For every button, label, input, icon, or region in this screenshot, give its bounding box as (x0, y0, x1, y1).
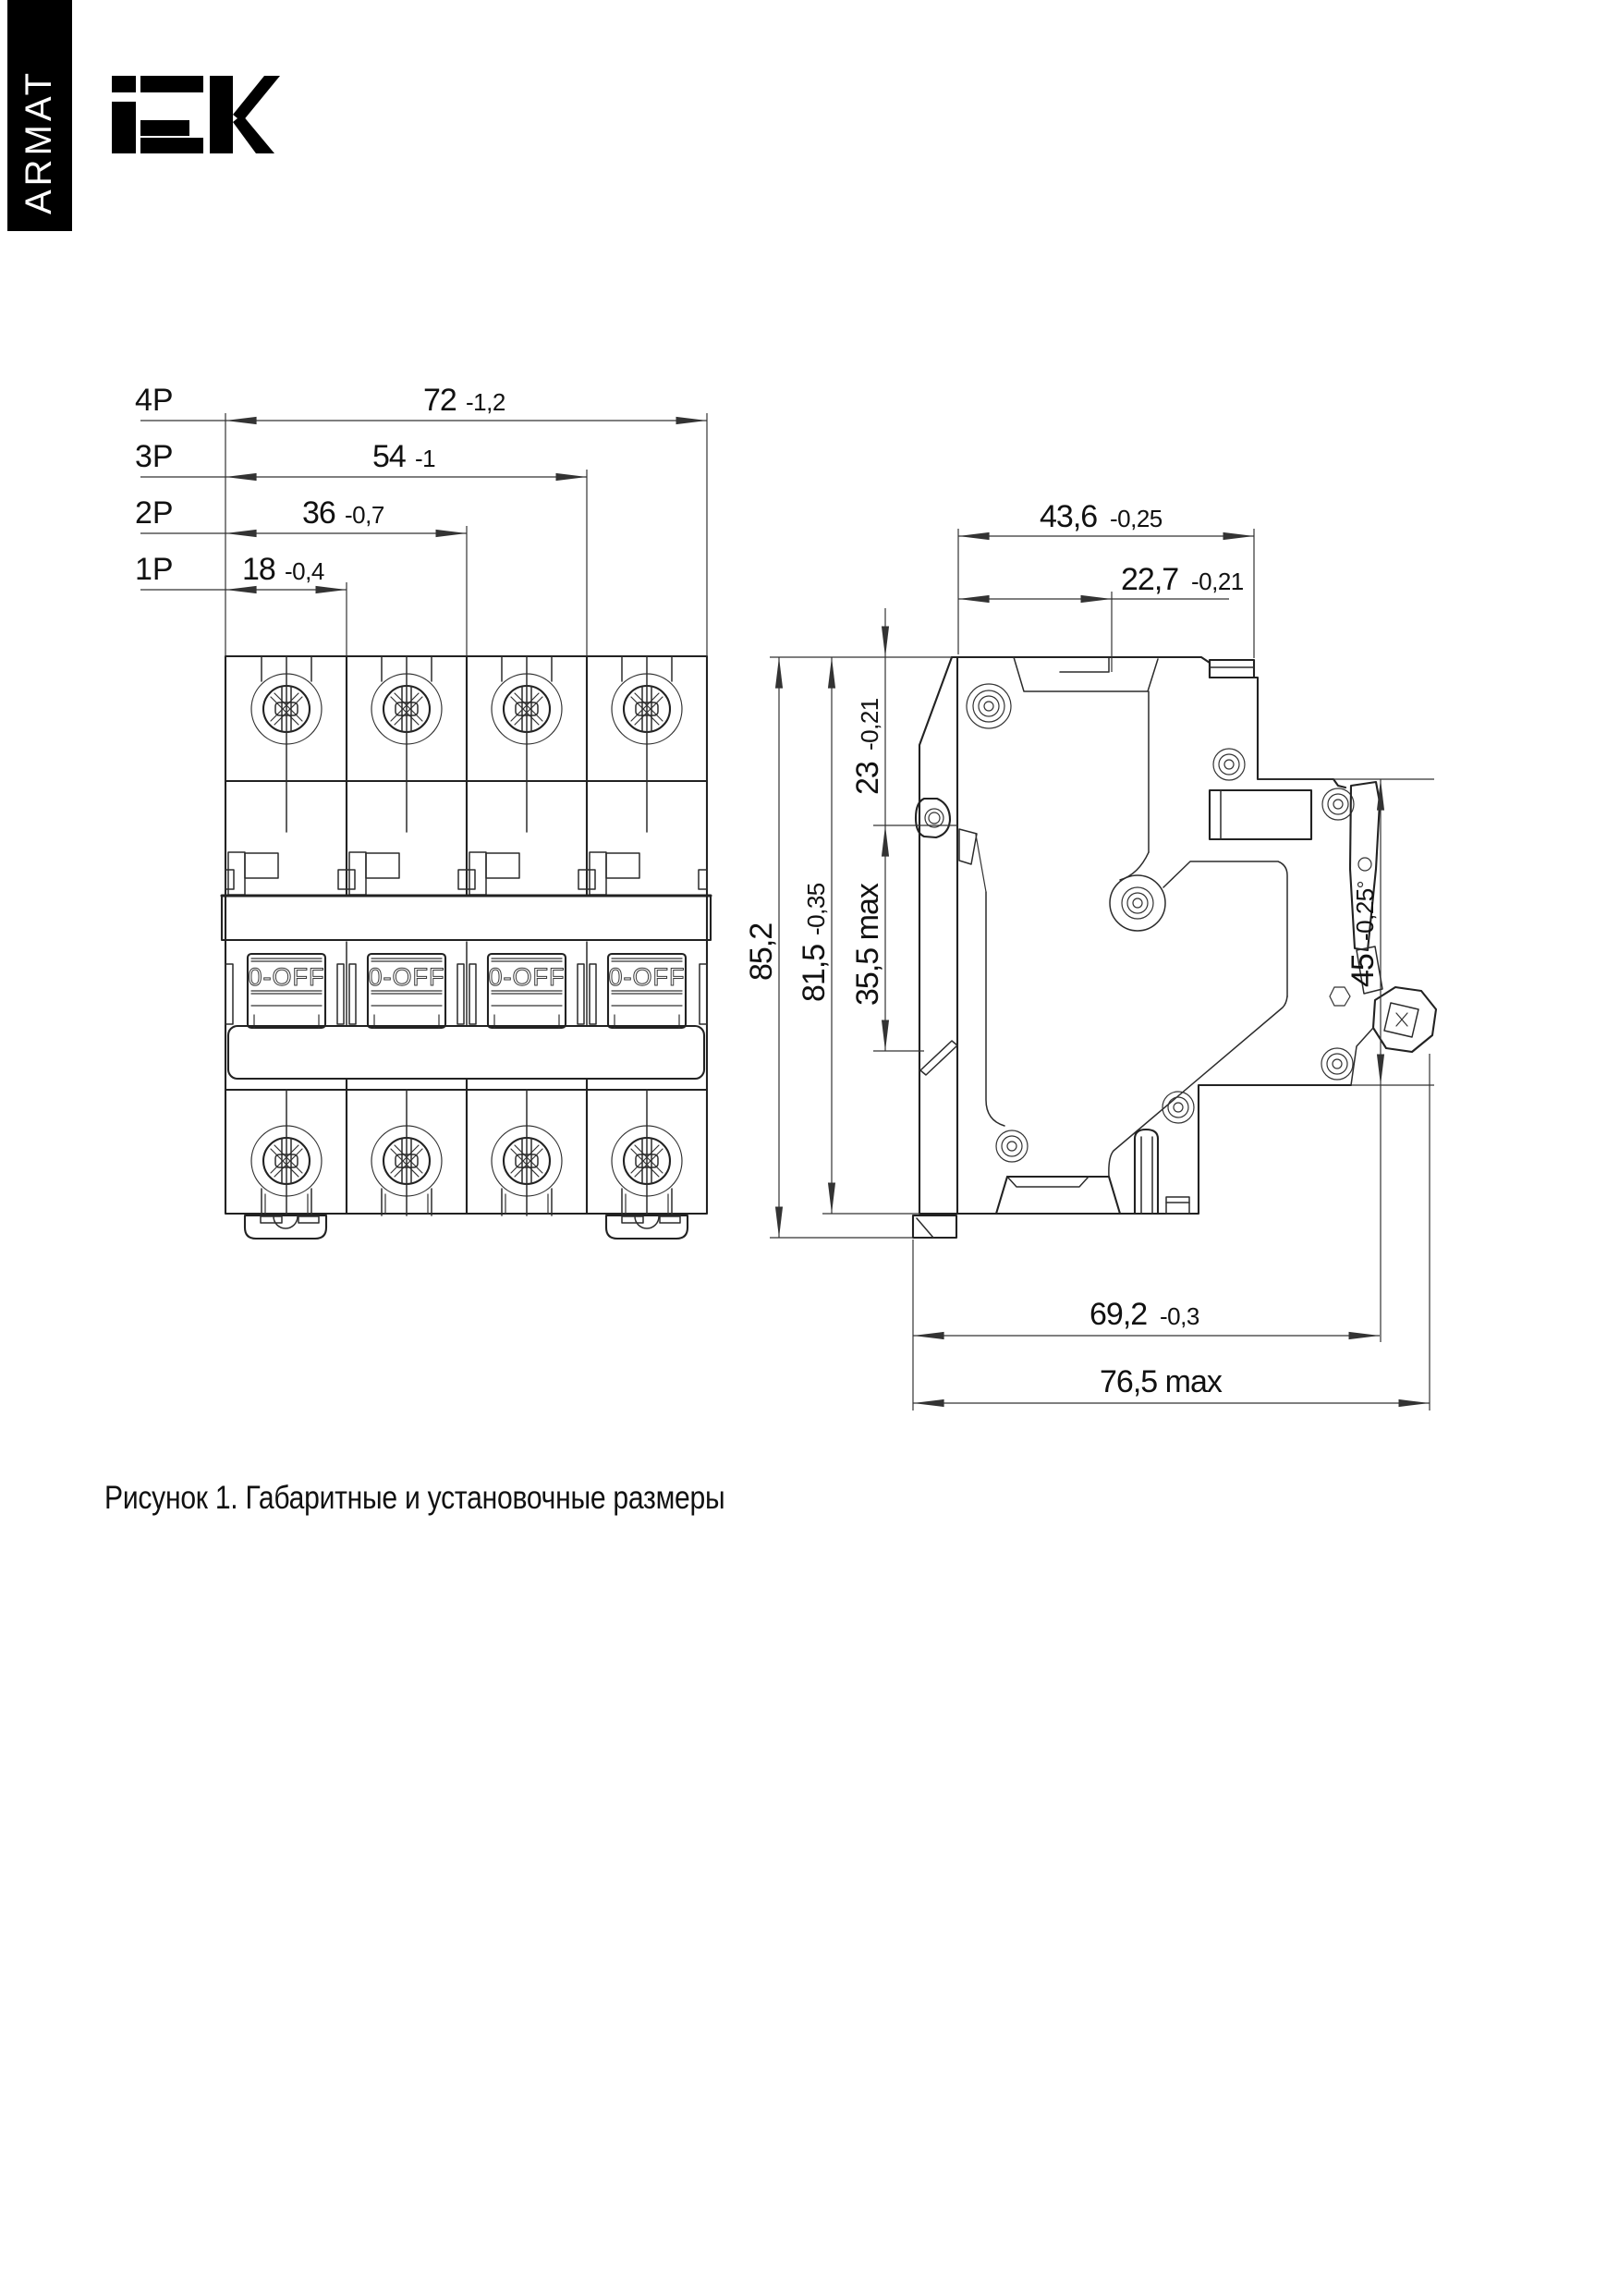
dim-2p-value: 36 (302, 495, 335, 531)
dim-4p-tol: -1,2 (466, 388, 505, 416)
dim-width-total (958, 499, 1254, 536)
dim-1p-pole: 1P (135, 552, 174, 587)
dim-front-depth-value: 35,5 max (850, 884, 885, 1006)
dim-width-total-tol: -0,25 (1110, 505, 1163, 532)
toggle-label-3: 0-OFF (488, 963, 566, 991)
dim-top-offset (850, 608, 885, 825)
dim-1p (135, 552, 347, 590)
dim-depth-max (913, 1364, 1430, 1403)
figure-caption: Рисунок 1. Габаритные и установочные размеры (104, 1480, 725, 1516)
dim-3p-pole: 3P (135, 439, 174, 474)
dim-2p (135, 495, 467, 533)
front-dimensions (135, 383, 707, 656)
dim-3p (135, 439, 587, 477)
toggle-label-2: 0-OFF (368, 963, 445, 991)
dim-1p-value: 18 (242, 552, 275, 587)
din-foot-right (606, 1215, 688, 1239)
toggle-label-4: 0-OFF (608, 963, 686, 991)
din-latch (1330, 782, 1436, 1085)
dim-top-offset-value: 23 (850, 762, 885, 795)
terminal-cage (1210, 790, 1311, 839)
front-view (222, 656, 711, 1239)
bottom-details (913, 1041, 1189, 1238)
dim-front-depth (850, 825, 885, 1051)
mid-band (222, 896, 711, 940)
dim-4p (135, 383, 707, 421)
pole-dividers (347, 656, 587, 1214)
dim-depth-body (913, 1297, 1380, 1336)
dim-rail-cutout-tol: -0,25 (1351, 888, 1379, 941)
din-foot-left (245, 1215, 326, 1239)
dim-3p-value: 54 (372, 439, 406, 474)
dim-height-body (797, 657, 832, 1214)
dim-2p-tol: -0,7 (345, 501, 384, 529)
side-dimensions (744, 499, 1434, 1411)
dim-depth-max-value: 76,5 max (1100, 1364, 1222, 1399)
dim-height-body-tol: -0,35 (802, 883, 830, 935)
dim-width-step (958, 562, 1244, 599)
side-toggle-lever (916, 799, 986, 892)
series-label: ARMAT (18, 68, 59, 214)
dim-height-total-value: 85,2 (744, 922, 779, 981)
side-view (913, 657, 1436, 1238)
dim-width-step-value: 22,7 (1121, 562, 1179, 597)
dim-width-total-value: 43,6 (1040, 499, 1098, 534)
dim-width-step-tol: -0,21 (1191, 568, 1244, 595)
interior-contours (967, 684, 1287, 1177)
dim-top-offset-tol: -0,21 (856, 698, 883, 751)
dim-height-body-value: 81,5 (797, 944, 832, 1002)
lower-band (228, 1026, 704, 1079)
toggle-label-1: 0-OFF (248, 963, 325, 991)
dim-rail-cutout-value: 45 (1345, 954, 1381, 987)
dim-4p-value: 72 (423, 383, 456, 418)
dim-4p-pole: 4P (135, 383, 174, 418)
dim-2p-pole: 2P (135, 495, 174, 531)
dim-height-total (744, 657, 779, 1238)
dim-3p-tol: -1 (415, 445, 436, 472)
dim-depth-body-value: 69,2 (1089, 1297, 1148, 1332)
dim-1p-tol: -0,4 (285, 557, 324, 585)
rivet-bosses (973, 690, 1354, 1162)
top-face-steps (1014, 657, 1158, 852)
dim-depth-body-tol: -0,3 (1160, 1302, 1199, 1330)
